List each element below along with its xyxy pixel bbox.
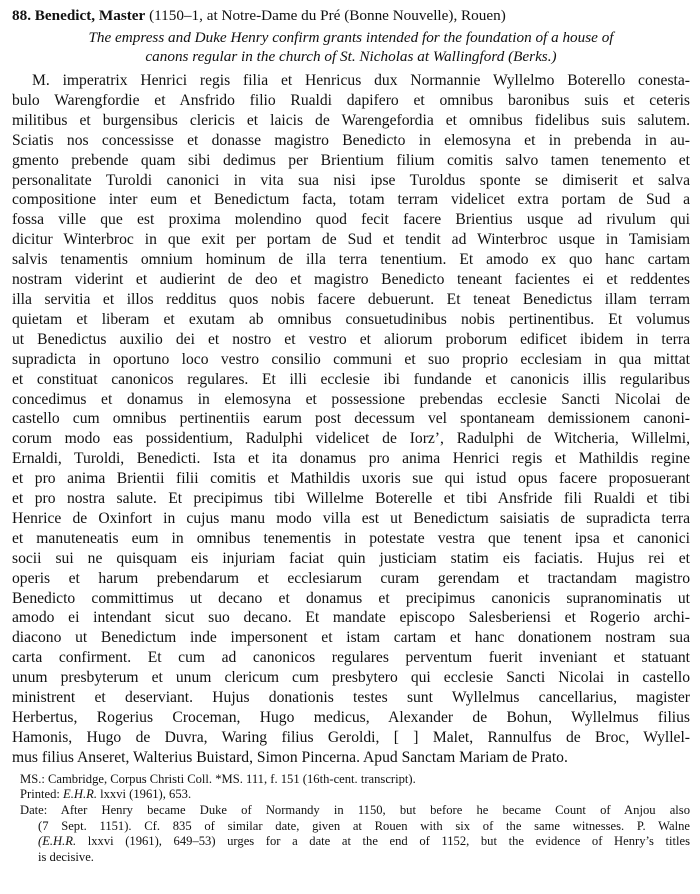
charter-line: quietam et liberam et exutam ab omnibus consuetudinibus nobis pertinentibus. Et volumus bbox=[12, 310, 690, 328]
date-note-line: (7 Sept. 1151). Cf. 835 of similar date, given at Rouen with six of the same witnesses. P. Walne bbox=[38, 818, 690, 833]
charter-line: Henrice de Oxinfort in cujus manu modo villa est ut Benedictum saisiatis de supradicta terra bbox=[12, 509, 690, 527]
charter-line: Benedicto committimus ut decano et donamus et precipimus canonicis supranominatis ut bbox=[12, 589, 690, 607]
printed-reference: lxxvi (1961), 653. bbox=[100, 787, 192, 802]
charter-line: M. imperatrix Henrici regis filia et Henricus dux Normannie Wyllelmo Boterello conesta- bbox=[32, 72, 690, 89]
charter-line: nostram viderint et audierint de deo et magistro Benedicto teneant facientes ei et reddentes bbox=[12, 271, 690, 289]
charter-line: Ernaldi, Turoldi, Benedicti. Ista et ita donamus pro anima Henrici regis et Mathildis regine bbox=[12, 450, 690, 468]
charter-line: mus filius Anseret, Walterius Buistard, Simon Pincerna. Apud Sanctam Mariam de Prato. bbox=[12, 748, 568, 766]
charter-line: militibus et burgensibus clericis et laicis de Warengefordia et omnibus fidelibus suis salutem. bbox=[12, 111, 690, 129]
entry-place-date: (1150–1, at Notre-Dame du Pré (Bonne Nouvelle), Rouen) bbox=[149, 7, 506, 24]
critical-apparatus bbox=[12, 772, 690, 866]
charter-line: castello cum omnibus pertinentiis earum post decessum vel spontaneam demissionem canoni- bbox=[12, 410, 690, 428]
charter-line: corum modo eas possidentium, Radulphi videlicet de Iorz’, Radulphi de Witcheria, Willelmi, bbox=[12, 430, 690, 448]
charter-line: et pro nostra salute. Et precipimus tibi Willelme Boterelle et tibi Ansfride fili Rualdi et tibi bbox=[12, 490, 690, 508]
entry-summary bbox=[16, 28, 686, 66]
date-note-journal: (E.H.R. bbox=[38, 834, 77, 849]
charter-line: amodo ei intendant sicut suo decano. Et mandate episcopo Salesberiensi et Rogerio archi- bbox=[12, 609, 690, 627]
manuscript-source: MS.: Cambridge, Corpus Christi Coll. *MS. 111, f. 151 (16th-cent. transcript). bbox=[20, 771, 416, 786]
printed-journal: E.H.R. bbox=[63, 787, 97, 802]
charter-line: Herbertus, Rogerius Croceman, Hugo medicus, Alexander de Bohun, Wyllelmus filius bbox=[12, 709, 690, 726]
entry-number: 88. bbox=[12, 7, 31, 24]
charter-line: operis et harum prebendarum et ecclesiarum curam gerendam et tractandam magistro bbox=[12, 569, 690, 587]
printed-source bbox=[20, 787, 690, 803]
charter-line: et pro anima Brientii filii comitis et Mathildis uxoris sue qui istud opus facere proposuerant bbox=[12, 470, 690, 488]
entry-heading bbox=[12, 6, 690, 26]
charter-line: supradicta in oportuno loco vestro consilio communi et suo proprio ecclesiam in qua mittat bbox=[12, 350, 690, 368]
charter-line: et manuteneatis eum in omnibus tenementis in potestate vestra que tenent ipsa et canonici bbox=[12, 529, 690, 547]
date-note-line bbox=[20, 834, 690, 850]
charter-line: ut Benedictus auxilio dei et nostro et vestro et aliorum proborum edificet ibidem in terra bbox=[12, 330, 690, 348]
summary-line: canons regular in the church of St. Nicholas at Wallingford (Berks.) bbox=[145, 48, 557, 65]
entry-name: Benedict, Master bbox=[34, 7, 146, 24]
date-note-line: is decisive. bbox=[38, 849, 94, 864]
charter-line: salvis tenamentis omnium hominum de illa terra tenentium. Et amodo ex quo hanc cartam bbox=[12, 251, 690, 269]
charter-line: Sciatis nos concessisse et donasse magistro Benedicto in elemosyna et in prebenda in au- bbox=[12, 131, 690, 149]
charter-line: ministrent et deserviant. Hujus donationis testes sunt Wyllelmus cancellarius, magister bbox=[12, 689, 690, 707]
printed-label: Printed: bbox=[20, 787, 60, 802]
charter-line: personalitate Turoldi canonici in vita sua nisi ipse Turoldus sponte se dimiserit et salva bbox=[12, 171, 690, 189]
charter-line: concedimus et donamus in elemosyna et possessione prebendas ecclesie Sancti Nicolai de bbox=[12, 390, 690, 408]
charter-text bbox=[12, 71, 690, 768]
charter-line: compositione inter eum et Benedictum facta, totam terram videlicet extra portam de Sud a bbox=[12, 191, 690, 209]
charter-line: Hamonis, Hugo de Duvra, Waring filius Geroldi, [ ] Malet, Rannulfus de Broc, Wyllel- bbox=[12, 728, 690, 746]
charter-line: carta confirment. Et cum ad canonicos regulares perventum fuerit inveniant et statuant bbox=[12, 649, 690, 667]
summary-line: The empress and Duke Henry confirm grants intended for the foundation of a house of bbox=[88, 29, 614, 46]
charter-line: fossa ville que est proxima molendino quod fecit facere Brientius usque ad rivulum qui bbox=[12, 211, 690, 229]
date-note-line: Date: After Henry became Duke of Normandy in 1150, but before he became Count of Anjou also bbox=[20, 802, 690, 817]
charter-line: socii sui ne quisquam eis injuriam faciat quin justiciam statim eis faciatis. Hujus rei et bbox=[12, 549, 690, 567]
charter-line: illa servitia et illos redditus quos nobis facere debuerunt. Et teneat Benedictus illam terram bbox=[12, 290, 690, 308]
charter-line: unum presbyterum et unum clericum cum presbytero qui ecclesie Sancti Nicolai in castello bbox=[12, 669, 690, 687]
charter-line: bulo Warengfordie et Ansfrido filio Rualdi dapifero et omnibus baronibus suis et ceteris bbox=[12, 91, 690, 109]
charter-line: diacono ut Benedictum inde impersonent et istam cartam et hanc donationem nostram sua bbox=[12, 629, 690, 647]
charter-line: et constituat canonicos regulares. Et illi ecclesie ibi fundande et canonicis illis regularibus bbox=[12, 370, 690, 388]
date-note-text: lxxvi (1961), 649–53) urges for a date at the end of 1152, but the evidence of Henry’s titles bbox=[87, 834, 690, 849]
charter-line: gmento prebende quam sibi dedimus per Brientium filium comitis salvo tamen tenemento et bbox=[12, 151, 690, 169]
charter-line: dicitur Winterbroc in que exit per portam de Sud et tendit ad Winterbroc usque in Tamisiam bbox=[12, 231, 690, 249]
